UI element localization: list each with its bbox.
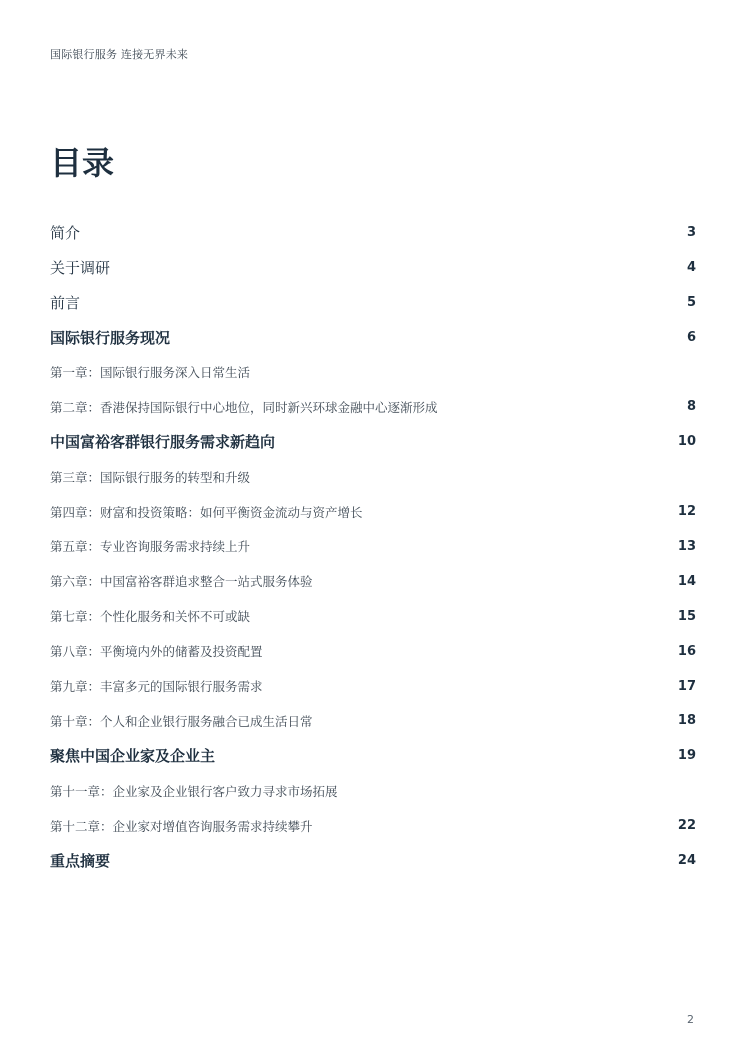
toc-entry-label: 关于调研: [50, 258, 111, 277]
toc-entry-page: 12: [677, 504, 696, 520]
toc-chapter-11[interactable]: [50, 773, 696, 808]
toc-entry-label: 第十章：个人和企业银行服务融合已成生活日常: [50, 713, 313, 729]
toc-entry-page: 13: [677, 538, 696, 554]
toc-entry-label: 第六章：中国富裕客群追求整合一站式服务体验: [50, 574, 313, 590]
toc-section-new-trends[interactable]: [50, 424, 696, 459]
toc-entry-label: 第十二章：企业家对增值咨询服务需求持续攀升: [50, 818, 313, 834]
toc-entry-label: 简介: [50, 223, 81, 242]
toc-entry-page: 15: [677, 608, 696, 624]
toc-chapter-1[interactable]: [50, 355, 696, 390]
toc-chapter-10[interactable]: [50, 703, 696, 738]
toc-entry-label: 第二章：香港保持国际银行中心地位，同时新兴环球金融中心逐渐形成: [50, 399, 438, 415]
toc-entry-page: 17: [677, 678, 696, 694]
toc-entry-page: 8: [686, 399, 696, 415]
page-header: 国际银行服务 连接无界未来: [50, 48, 189, 61]
toc-entry-label: 第五章：专业咨询服务需求持续上升: [50, 539, 251, 555]
toc-entry-label: 第十一章：企业家及企业银行客户致力寻求市场拓展: [50, 783, 338, 799]
toc-section-key-takeaways[interactable]: [50, 843, 696, 878]
page-title: 目录: [50, 144, 115, 182]
toc-entry-label: 第九章：丰富多元的国际银行服务需求: [50, 679, 263, 695]
toc-entry-intro[interactable]: [50, 215, 696, 250]
toc-section-current-state[interactable]: [50, 320, 696, 355]
toc-entry-page: 22: [677, 818, 696, 834]
toc-entry-label: 重点摘要: [50, 851, 111, 870]
toc-entry-label: 第四章：财富和投资策略：如何平衡资金流动与资产增长: [50, 504, 363, 520]
toc-chapter-5[interactable]: [50, 529, 696, 564]
toc-entry-page: 10: [677, 434, 696, 450]
toc-entry-label: 第一章：国际银行服务深入日常生活: [50, 365, 251, 380]
toc-entry-label: 第七章：个性化服务和关怀不可或缺: [50, 609, 251, 625]
toc-entry-label: 前言: [50, 293, 81, 312]
toc-entry-page: 4: [686, 259, 696, 275]
toc-chapter-9[interactable]: [50, 669, 696, 704]
toc-entry-page: 14: [677, 573, 696, 589]
toc-entry-page: 24: [677, 852, 696, 868]
toc-entry-page: 5: [686, 294, 696, 310]
page-number: 2: [687, 1013, 694, 1026]
toc-entry-label: 第三章：国际银行服务的转型和升级: [50, 469, 251, 485]
toc-chapter-2[interactable]: [50, 389, 696, 424]
toc-entry-label: 中国富裕客群银行服务需求新趋向: [50, 433, 276, 452]
toc-chapter-4[interactable]: [50, 494, 696, 529]
toc-chapter-12[interactable]: [50, 808, 696, 843]
toc-entry-page: 16: [677, 643, 696, 659]
toc-entry-about-survey[interactable]: [50, 250, 696, 285]
toc-entry-foreword[interactable]: [50, 285, 696, 320]
toc-chapter-6[interactable]: [50, 564, 696, 599]
toc-entry-label: 聚焦中国企业家及企业主: [50, 747, 216, 766]
toc-entry-label: 国际银行服务现况: [50, 328, 171, 347]
toc-chapter-3[interactable]: [50, 459, 696, 494]
toc-entry-page: 3: [686, 224, 696, 240]
toc-chapter-8[interactable]: [50, 634, 696, 669]
table-of-contents: [50, 215, 696, 878]
toc-section-entrepreneurs[interactable]: [50, 738, 696, 773]
toc-entry-label: 第八章：平衡境内外的储蓄及投资配置: [50, 644, 263, 660]
toc-entry-page: 18: [677, 713, 696, 729]
toc-entry-page: 19: [677, 748, 696, 764]
toc-entry-page: 6: [686, 329, 696, 345]
toc-chapter-7[interactable]: [50, 599, 696, 634]
